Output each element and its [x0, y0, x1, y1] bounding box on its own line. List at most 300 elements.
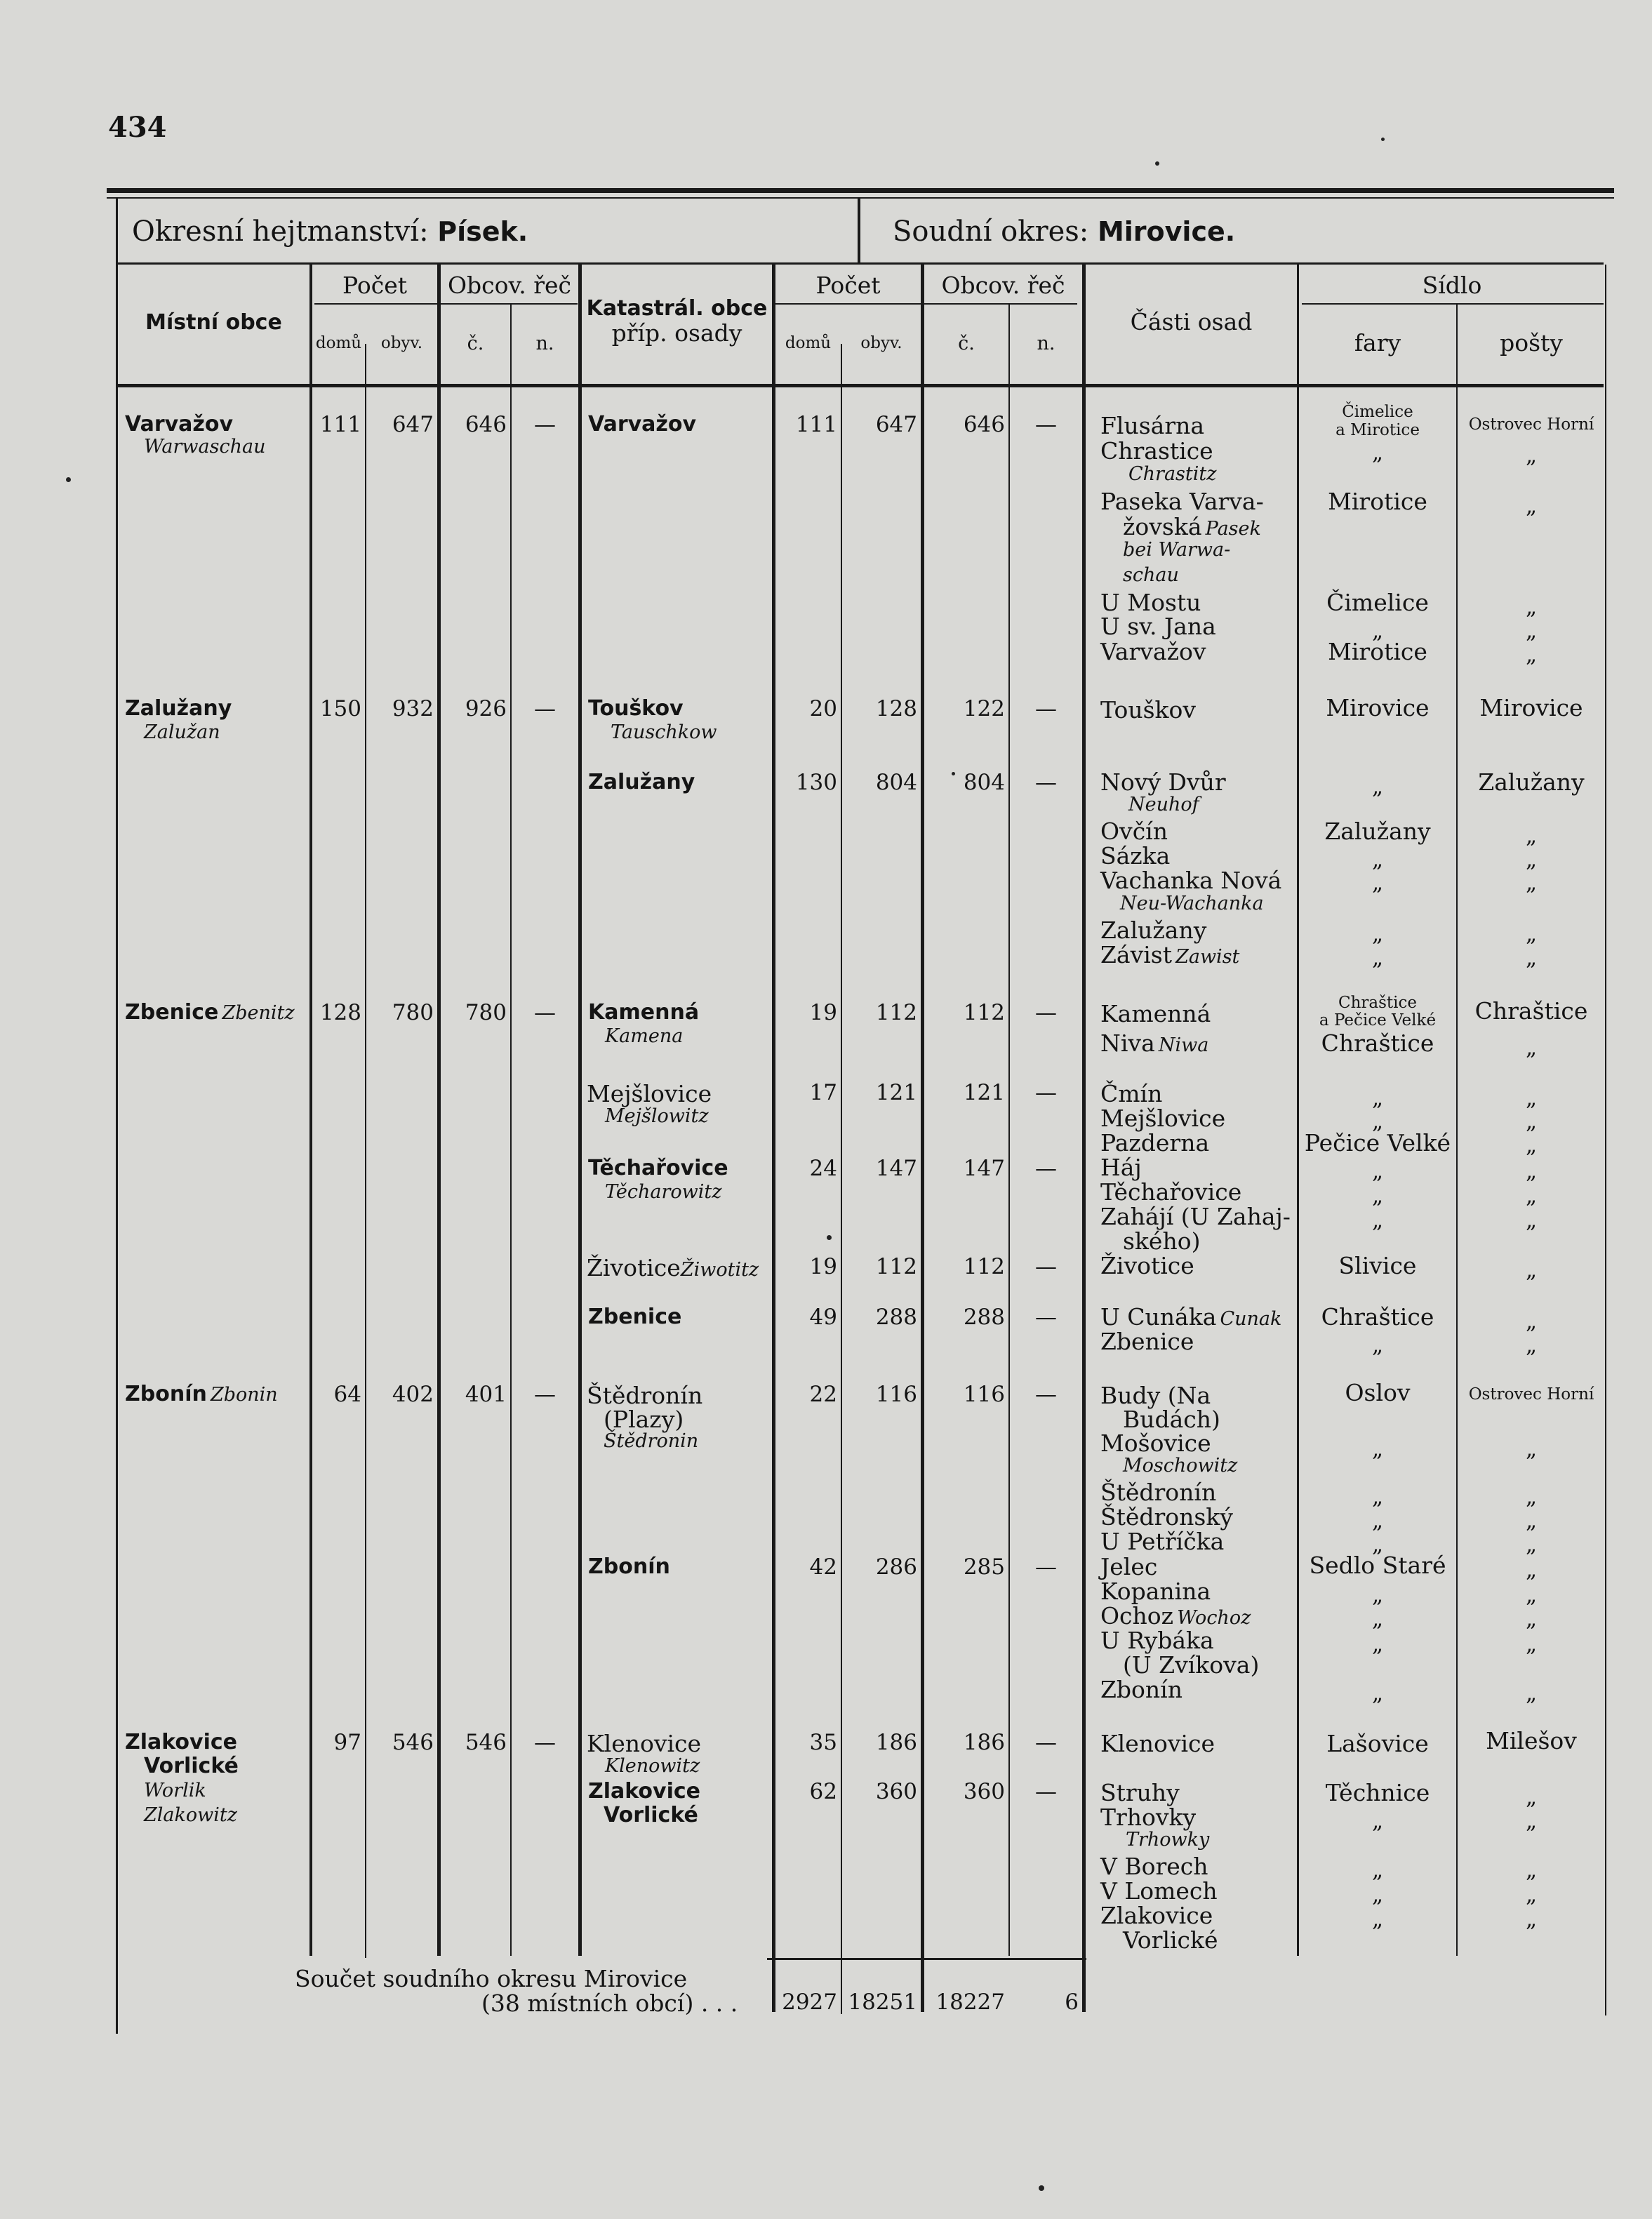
parish-ditto: „ [1371, 440, 1384, 465]
parish-seat: Mirotice [1328, 638, 1427, 665]
settlement-name: Těchařovice [1100, 1178, 1242, 1206]
municipality-domu: 97 [333, 1730, 361, 1755]
cadastral-german: Žiwotitz [680, 1259, 759, 1281]
settlement-name: Zalužany [1100, 917, 1207, 944]
col-c-2: č. [958, 333, 975, 354]
settlement-german: Neuhof [1128, 794, 1199, 815]
settlement-name: Budy (Na [1100, 1382, 1211, 1409]
municipality-entry [125, 1002, 295, 1023]
parish-ditto: „ [1371, 847, 1384, 872]
cadastral-c: 122 [963, 696, 1005, 721]
post-ditto: „ [1525, 1035, 1538, 1060]
settlement-name: Mošovice [1100, 1430, 1211, 1457]
total-n: 6 [1065, 1990, 1079, 2015]
cadastral-c: 360 [963, 1779, 1005, 1804]
vrule-9 [1008, 305, 1010, 1956]
parish-ditto: „ [1371, 1907, 1384, 1932]
cadastral-domu: 130 [795, 770, 837, 795]
settlement-name: Flusárna [1100, 412, 1205, 439]
cadastral-c: 186 [963, 1730, 1005, 1755]
municipality-obyv: 647 [392, 412, 434, 437]
settlement-name: (U Zvíkova) [1123, 1651, 1260, 1679]
settlement-name: Štědronský [1100, 1503, 1233, 1531]
col-prip-osady: příp. osady [611, 319, 742, 347]
settlement-entry [1100, 943, 1239, 966]
municipality-obyv: 402 [392, 1382, 434, 1407]
cadastral-obyv: 288 [875, 1305, 917, 1330]
settlement-name: V Lomech [1100, 1877, 1218, 1905]
settlement-name: Chrastice [1100, 437, 1213, 465]
col-domu-2: domů [785, 334, 832, 352]
settlement-name: Zbonín [1100, 1676, 1183, 1703]
col-fary: fary [1354, 329, 1401, 356]
parish-seat: Slivice [1338, 1252, 1417, 1279]
post-office: Mirovice [1479, 694, 1583, 721]
settlement-name: Háj [1100, 1154, 1142, 1181]
cadastral-name: Mejšlovice [587, 1080, 712, 1107]
cadastral-entry [587, 1256, 759, 1279]
municipality-obyv: 780 [392, 1000, 434, 1025]
cadastral-n: — [1035, 1000, 1057, 1025]
cadastral-name: Štědronín [587, 1382, 703, 1409]
post-ditto: „ [1525, 1907, 1538, 1932]
cadastral-name: Touškov [588, 696, 684, 721]
settlement-name: Sázka [1100, 842, 1171, 869]
header-bottom-rule [116, 384, 1604, 387]
total-label: Součet soudního okresu Mirovice [295, 1965, 688, 1992]
post-ditto: „ [1525, 443, 1538, 468]
vrule-left-border [116, 199, 118, 2034]
cadastral-n: — [1035, 770, 1057, 795]
cadastral-obyv: 360 [875, 1779, 917, 1804]
post-office: Milešov [1486, 1727, 1577, 1754]
settlement-name: ského) [1123, 1227, 1201, 1255]
parish-seat: a Mirotice [1335, 421, 1420, 439]
scan-speck [1039, 2185, 1044, 2191]
parish-seat: Mirovice [1326, 694, 1430, 721]
parish-ditto: „ [1371, 1333, 1384, 1358]
vrule-10 [1082, 265, 1086, 2012]
district-name: Písek. [437, 216, 528, 247]
cadastral-name: Zalužany [588, 770, 695, 794]
cadastral-c: 112 [963, 1254, 1005, 1279]
post-ditto: „ [1525, 1606, 1538, 1632]
top-rule-thick [107, 188, 1614, 193]
district-label: Okresní hejtmanství: [132, 215, 429, 248]
post-ditto: „ [1525, 1086, 1538, 1111]
post-ditto: „ [1525, 618, 1538, 644]
settlement-name: Varvažov [1100, 638, 1206, 665]
settlement-name: Pazderna [1100, 1129, 1210, 1157]
settlement-name: Niva [1100, 1029, 1155, 1057]
post-ditto: „ [1525, 1133, 1538, 1158]
vrule-1 [309, 265, 312, 1956]
post-ditto: „ [1525, 1109, 1538, 1134]
settlement-entry [1123, 515, 1261, 538]
post-ditto: „ [1525, 945, 1538, 971]
cadastral-domu: 22 [809, 1382, 837, 1407]
municipality-c: 926 [465, 696, 507, 721]
settlement-german: Niwa [1158, 1034, 1209, 1056]
cadastral-domu: 17 [809, 1080, 837, 1105]
settlement-name: Nový Dvůr [1100, 768, 1226, 796]
scan-speck [1381, 138, 1385, 141]
cadastral-name: Těchařovice [588, 1156, 728, 1180]
parish-ditto: „ [1371, 1208, 1384, 1233]
parish-seat: Čimelice [1342, 403, 1413, 421]
parish-ditto: „ [1371, 1882, 1384, 1907]
district-title [132, 215, 528, 248]
col-n-1: n. [535, 333, 554, 354]
cadastral-name: Varvažov [588, 412, 697, 437]
cadastral-domu: 35 [809, 1730, 837, 1755]
municipality-obyv: 932 [392, 696, 434, 721]
post-ditto: „ [1525, 594, 1538, 620]
municipality-german: Zbonin [210, 1384, 278, 1406]
post-ditto: „ [1525, 1437, 1538, 1462]
settlement-german: Neu-Wachanka [1120, 893, 1264, 914]
municipality-entry [125, 1384, 278, 1405]
cadastral-obyv: 286 [875, 1554, 917, 1580]
col-pocet-1: Počet [342, 272, 407, 299]
cadastral-name: Zbenice [588, 1305, 682, 1329]
cadastral-n: — [1035, 696, 1057, 721]
court-name: Mirovice. [1097, 216, 1236, 247]
municipality-domu: 111 [319, 412, 361, 437]
cadastral-n: — [1035, 1382, 1057, 1407]
municipality-n: — [534, 1000, 556, 1025]
settlement-name: U sv. Jana [1100, 613, 1216, 640]
parish-seat: Chraštice [1338, 994, 1417, 1012]
col-obcov-2: Obcov. řeč [941, 272, 1065, 299]
post-ditto: „ [1525, 1681, 1538, 1706]
settlement-german: Moschowitz [1123, 1455, 1238, 1477]
municipality-name: Varvažov [125, 412, 234, 437]
parish-ditto: „ [1371, 1508, 1384, 1533]
cadastral-german: Štědronin [604, 1430, 699, 1452]
settlement-german: Cunak [1220, 1308, 1282, 1330]
settlement-name: Jelec [1100, 1553, 1158, 1580]
cadastral-obyv: 128 [875, 696, 917, 721]
settlement-name: V Borech [1100, 1853, 1208, 1880]
cadastral-obyv: 112 [875, 1000, 917, 1025]
settlement-name: Touškov [1100, 696, 1197, 724]
parish-ditto: „ [1371, 1484, 1384, 1510]
post-office: Chraštice [1474, 997, 1588, 1025]
cadastral-german: Těcharowitz [605, 1181, 722, 1203]
parish-seat: a Pečice Velké [1319, 1011, 1437, 1029]
cadastral-domu: 62 [809, 1779, 837, 1804]
settlement-german: bei Warwa- [1123, 539, 1231, 561]
cadastral-domu: 49 [809, 1305, 837, 1330]
municipality-c: 546 [465, 1730, 507, 1755]
vrule-5 [578, 265, 582, 1956]
col-obcov-1: Obcov. řeč [447, 272, 572, 299]
cadastral-domu: 19 [809, 1000, 837, 1025]
col-domu-1: domů [315, 334, 362, 352]
cadastral-name: Vorlické [604, 1803, 698, 1827]
cadastral-n: — [1035, 1779, 1057, 1804]
municipality-german: Worlik [144, 1780, 206, 1801]
settlement-name: Zahájí (U Zahaj- [1100, 1203, 1291, 1230]
post-ditto: „ [1525, 1582, 1538, 1608]
col-sidlo: Sídlo [1422, 272, 1482, 299]
cadastral-n: — [1035, 1730, 1057, 1755]
parish-ditto: „ [1371, 1632, 1384, 1657]
cadastral-obyv: 112 [875, 1254, 917, 1279]
post-ditto: „ [1525, 870, 1538, 895]
parish-ditto: „ [1371, 1808, 1384, 1834]
settlement-name: Vorlické [1123, 1926, 1218, 1954]
cadastral-n: — [1035, 1554, 1057, 1580]
cadastral-name: Kamenná [588, 1000, 700, 1025]
settlement-name: Kamenná [1100, 1000, 1211, 1027]
cadastral-n: — [1035, 1156, 1057, 1181]
settlement-name: Budách) [1123, 1406, 1220, 1433]
total-c: 18227 [935, 1990, 1005, 2015]
municipality-domu: 150 [319, 696, 361, 721]
col-n-2: n. [1037, 333, 1055, 354]
parish-ditto: „ [1371, 1532, 1384, 1557]
post-ditto: „ [1525, 1484, 1538, 1510]
col-obyv-2: obyv. [860, 334, 902, 352]
municipality-german: Zbenitz [222, 1002, 295, 1024]
total-domu: 2927 [782, 1990, 837, 2015]
subhead-rule-left [314, 303, 578, 305]
settlement-name: Kopanina [1100, 1578, 1211, 1605]
parish-ditto: „ [1371, 945, 1384, 971]
cadastral-obyv: 121 [875, 1080, 917, 1105]
municipality-name: Zalužany [125, 696, 232, 721]
court-title [893, 215, 1236, 248]
cadastral-n: — [1035, 1254, 1057, 1279]
cadastral-c: 646 [963, 412, 1005, 437]
parish-ditto: „ [1371, 1437, 1384, 1462]
cadastral-obyv: 186 [875, 1730, 917, 1755]
cadastral-domu: 19 [809, 1254, 837, 1279]
col-mistni-obce: Místní obce [145, 310, 282, 335]
settlement-name: Mejšlovice [1100, 1105, 1226, 1132]
settlement-name: žovská [1123, 513, 1202, 540]
scan-speck [827, 1235, 832, 1240]
cadastral-name: Životice [587, 1254, 681, 1281]
post-ditto: „ [1525, 847, 1538, 872]
parish-seat: Zalužany [1324, 818, 1431, 845]
cadastral-c: 288 [963, 1305, 1005, 1330]
municipality-name: Vorlické [144, 1754, 239, 1778]
cadastral-name: (Plazy) [604, 1406, 684, 1433]
page-number: 434 [108, 111, 167, 144]
post-ditto: „ [1525, 1309, 1538, 1334]
municipality-n: — [534, 1382, 556, 1407]
parish-ditto: „ [1371, 774, 1384, 799]
cadastral-german: Kamena [605, 1025, 684, 1047]
post-office: Ostrovec Horní [1468, 415, 1594, 434]
cadastral-domu: 24 [809, 1156, 837, 1181]
parish-seat: Chraštice [1321, 1029, 1434, 1057]
settlement-name: U Rybáka [1100, 1627, 1214, 1654]
col-casti-osad: Části osad [1130, 308, 1253, 335]
cadastral-obyv: 116 [875, 1382, 917, 1407]
cadastral-name: Klenovice [587, 1730, 702, 1757]
subhead-rule-right [1302, 303, 1604, 305]
municipality-obyv: 546 [392, 1730, 434, 1755]
settlement-name: U Petříčka [1100, 1528, 1225, 1555]
settlement-name: Závist [1100, 941, 1172, 968]
cadastral-c: 147 [963, 1156, 1005, 1181]
scan-speck [952, 772, 955, 775]
post-ditto: „ [1525, 1858, 1538, 1883]
cadastral-c: 116 [963, 1382, 1005, 1407]
vrule-4 [510, 305, 512, 1956]
cadastral-n: — [1035, 412, 1057, 437]
scan-speck [1155, 161, 1159, 166]
post-ditto: „ [1525, 493, 1538, 519]
settlement-german: Zawist [1175, 946, 1240, 968]
parish-ditto: „ [1371, 1606, 1384, 1632]
settlement-name: Zbenice [1100, 1328, 1194, 1355]
cadastral-german: Tauschkow [611, 721, 717, 743]
parish-seat: Oslov [1345, 1379, 1411, 1406]
post-office: Zalužany [1478, 768, 1585, 796]
settlement-german: Pasek [1205, 518, 1261, 540]
post-office: Ostrovec Horní [1468, 1385, 1594, 1404]
post-ditto: „ [1525, 1258, 1538, 1283]
parish-ditto: „ [1371, 1159, 1384, 1184]
parish-seat: Těchnice [1325, 1779, 1430, 1806]
post-ditto: „ [1525, 1508, 1538, 1533]
parish-ditto: „ [1371, 1109, 1384, 1134]
cadastral-domu: 42 [809, 1554, 837, 1580]
post-ditto: „ [1525, 1333, 1538, 1358]
post-ditto: „ [1525, 1557, 1538, 1582]
scan-speck [66, 477, 71, 482]
settlement-german: schau [1123, 564, 1179, 586]
municipality-german: Warwaschau [144, 436, 266, 458]
cadastral-domu: 20 [809, 696, 837, 721]
settlement-name: Zlakovice [1100, 1902, 1213, 1929]
title-bottom-rule [116, 262, 1604, 265]
col-pocet-2: Počet [815, 272, 881, 299]
vrule-2 [365, 344, 366, 1958]
top-rule-thin [107, 197, 1614, 199]
settlement-name: Vachanka Nová [1100, 867, 1282, 894]
vrule-right-border [1605, 265, 1606, 2015]
settlement-entry [1100, 1602, 1251, 1630]
post-ditto: „ [1525, 1159, 1538, 1184]
parish-ditto: „ [1371, 1858, 1384, 1883]
settlement-name: Čmín [1100, 1080, 1163, 1107]
municipality-c: 646 [465, 412, 507, 437]
vrule-title-split [858, 199, 860, 262]
cadastral-obyv: 804 [875, 770, 917, 795]
settlement-name: Životice [1100, 1252, 1194, 1279]
settlement-entry [1100, 1029, 1209, 1057]
col-c-1: č. [467, 333, 484, 354]
settlement-name: U Mostu [1100, 589, 1201, 616]
post-ditto: „ [1525, 642, 1538, 667]
municipality-name: Zbenice [125, 1000, 219, 1025]
col-posty: pošty [1500, 329, 1563, 356]
settlement-name: Klenovice [1100, 1730, 1215, 1757]
municipality-n: — [534, 696, 556, 721]
post-ditto: „ [1525, 823, 1538, 848]
settlement-entry [1100, 1303, 1282, 1331]
cadastral-obyv: 647 [875, 412, 917, 437]
parish-ditto: „ [1371, 870, 1384, 895]
settlement-german: Trhowky [1126, 1829, 1210, 1851]
court-label: Soudní okres: [893, 215, 1089, 248]
settlement-german: Wochoz [1177, 1607, 1251, 1629]
parish-ditto: „ [1371, 1582, 1384, 1608]
cadastral-obyv: 147 [875, 1156, 917, 1181]
cadastral-c: 804 [963, 770, 1005, 795]
parish-seat: Sedlo Staré [1309, 1552, 1446, 1579]
parish-seat: Mirotice [1328, 488, 1427, 515]
subhead-rule-mid [775, 303, 1077, 305]
parish-seat: Pečice Velké [1304, 1129, 1451, 1157]
settlement-name: Ochoz [1100, 1602, 1174, 1630]
municipality-german: Zlakowitz [144, 1804, 237, 1826]
municipality-domu: 64 [333, 1382, 361, 1407]
municipality-n: — [534, 412, 556, 437]
settlement-name: Trhovky [1100, 1804, 1197, 1831]
post-ditto: „ [1525, 1785, 1538, 1810]
cadastral-name: Zbonín [588, 1554, 670, 1579]
cadastral-n: — [1035, 1305, 1057, 1330]
parish-seat: Chraštice [1321, 1303, 1434, 1331]
municipality-german: Zalužan [144, 721, 220, 743]
cadastral-n: — [1035, 1080, 1057, 1105]
parish-ditto: „ [1371, 1681, 1384, 1706]
cadastral-domu: 111 [795, 412, 837, 437]
settlement-name: Paseka Varva- [1100, 488, 1264, 515]
post-ditto: „ [1525, 1808, 1538, 1834]
cadastral-c: 121 [963, 1080, 1005, 1105]
total-label: (38 místních obcí) . . . [481, 1990, 738, 2017]
cadastral-german: Klenowitz [605, 1755, 700, 1777]
municipality-c: 780 [465, 1000, 507, 1025]
cadastral-c: 112 [963, 1000, 1005, 1025]
vrule-3 [437, 265, 441, 1956]
col-katastral: Katastrál. obce [586, 296, 768, 321]
municipality-name: Zlakovice [125, 1730, 238, 1754]
parish-ditto: „ [1371, 1086, 1384, 1111]
municipality-n: — [534, 1730, 556, 1755]
post-ditto: „ [1525, 921, 1538, 947]
cadastral-german: Mejšlowitz [605, 1105, 709, 1127]
cadastral-name: Zlakovice [588, 1779, 701, 1804]
total-rule [767, 1958, 1086, 1960]
settlement-german: Chrastitz [1128, 463, 1217, 485]
post-ditto: „ [1525, 1208, 1538, 1233]
post-ditto: „ [1525, 1532, 1538, 1557]
settlement-name: Struhy [1100, 1779, 1180, 1806]
post-ditto: „ [1525, 1183, 1538, 1208]
parish-seat: Lašovice [1326, 1730, 1429, 1757]
settlement-name: U Cunáka [1100, 1303, 1217, 1331]
parish-ditto: „ [1371, 618, 1384, 644]
post-ditto: „ [1525, 1882, 1538, 1907]
cadastral-c: 285 [963, 1554, 1005, 1580]
municipality-name: Zbonín [125, 1382, 207, 1406]
parish-ditto: „ [1371, 921, 1384, 947]
municipality-domu: 128 [319, 1000, 361, 1025]
settlement-name: Ovčín [1100, 818, 1168, 845]
total-obyv: 18251 [848, 1990, 917, 2015]
parish-ditto: „ [1371, 1183, 1384, 1208]
settlement-name: Štědronín [1100, 1479, 1217, 1506]
